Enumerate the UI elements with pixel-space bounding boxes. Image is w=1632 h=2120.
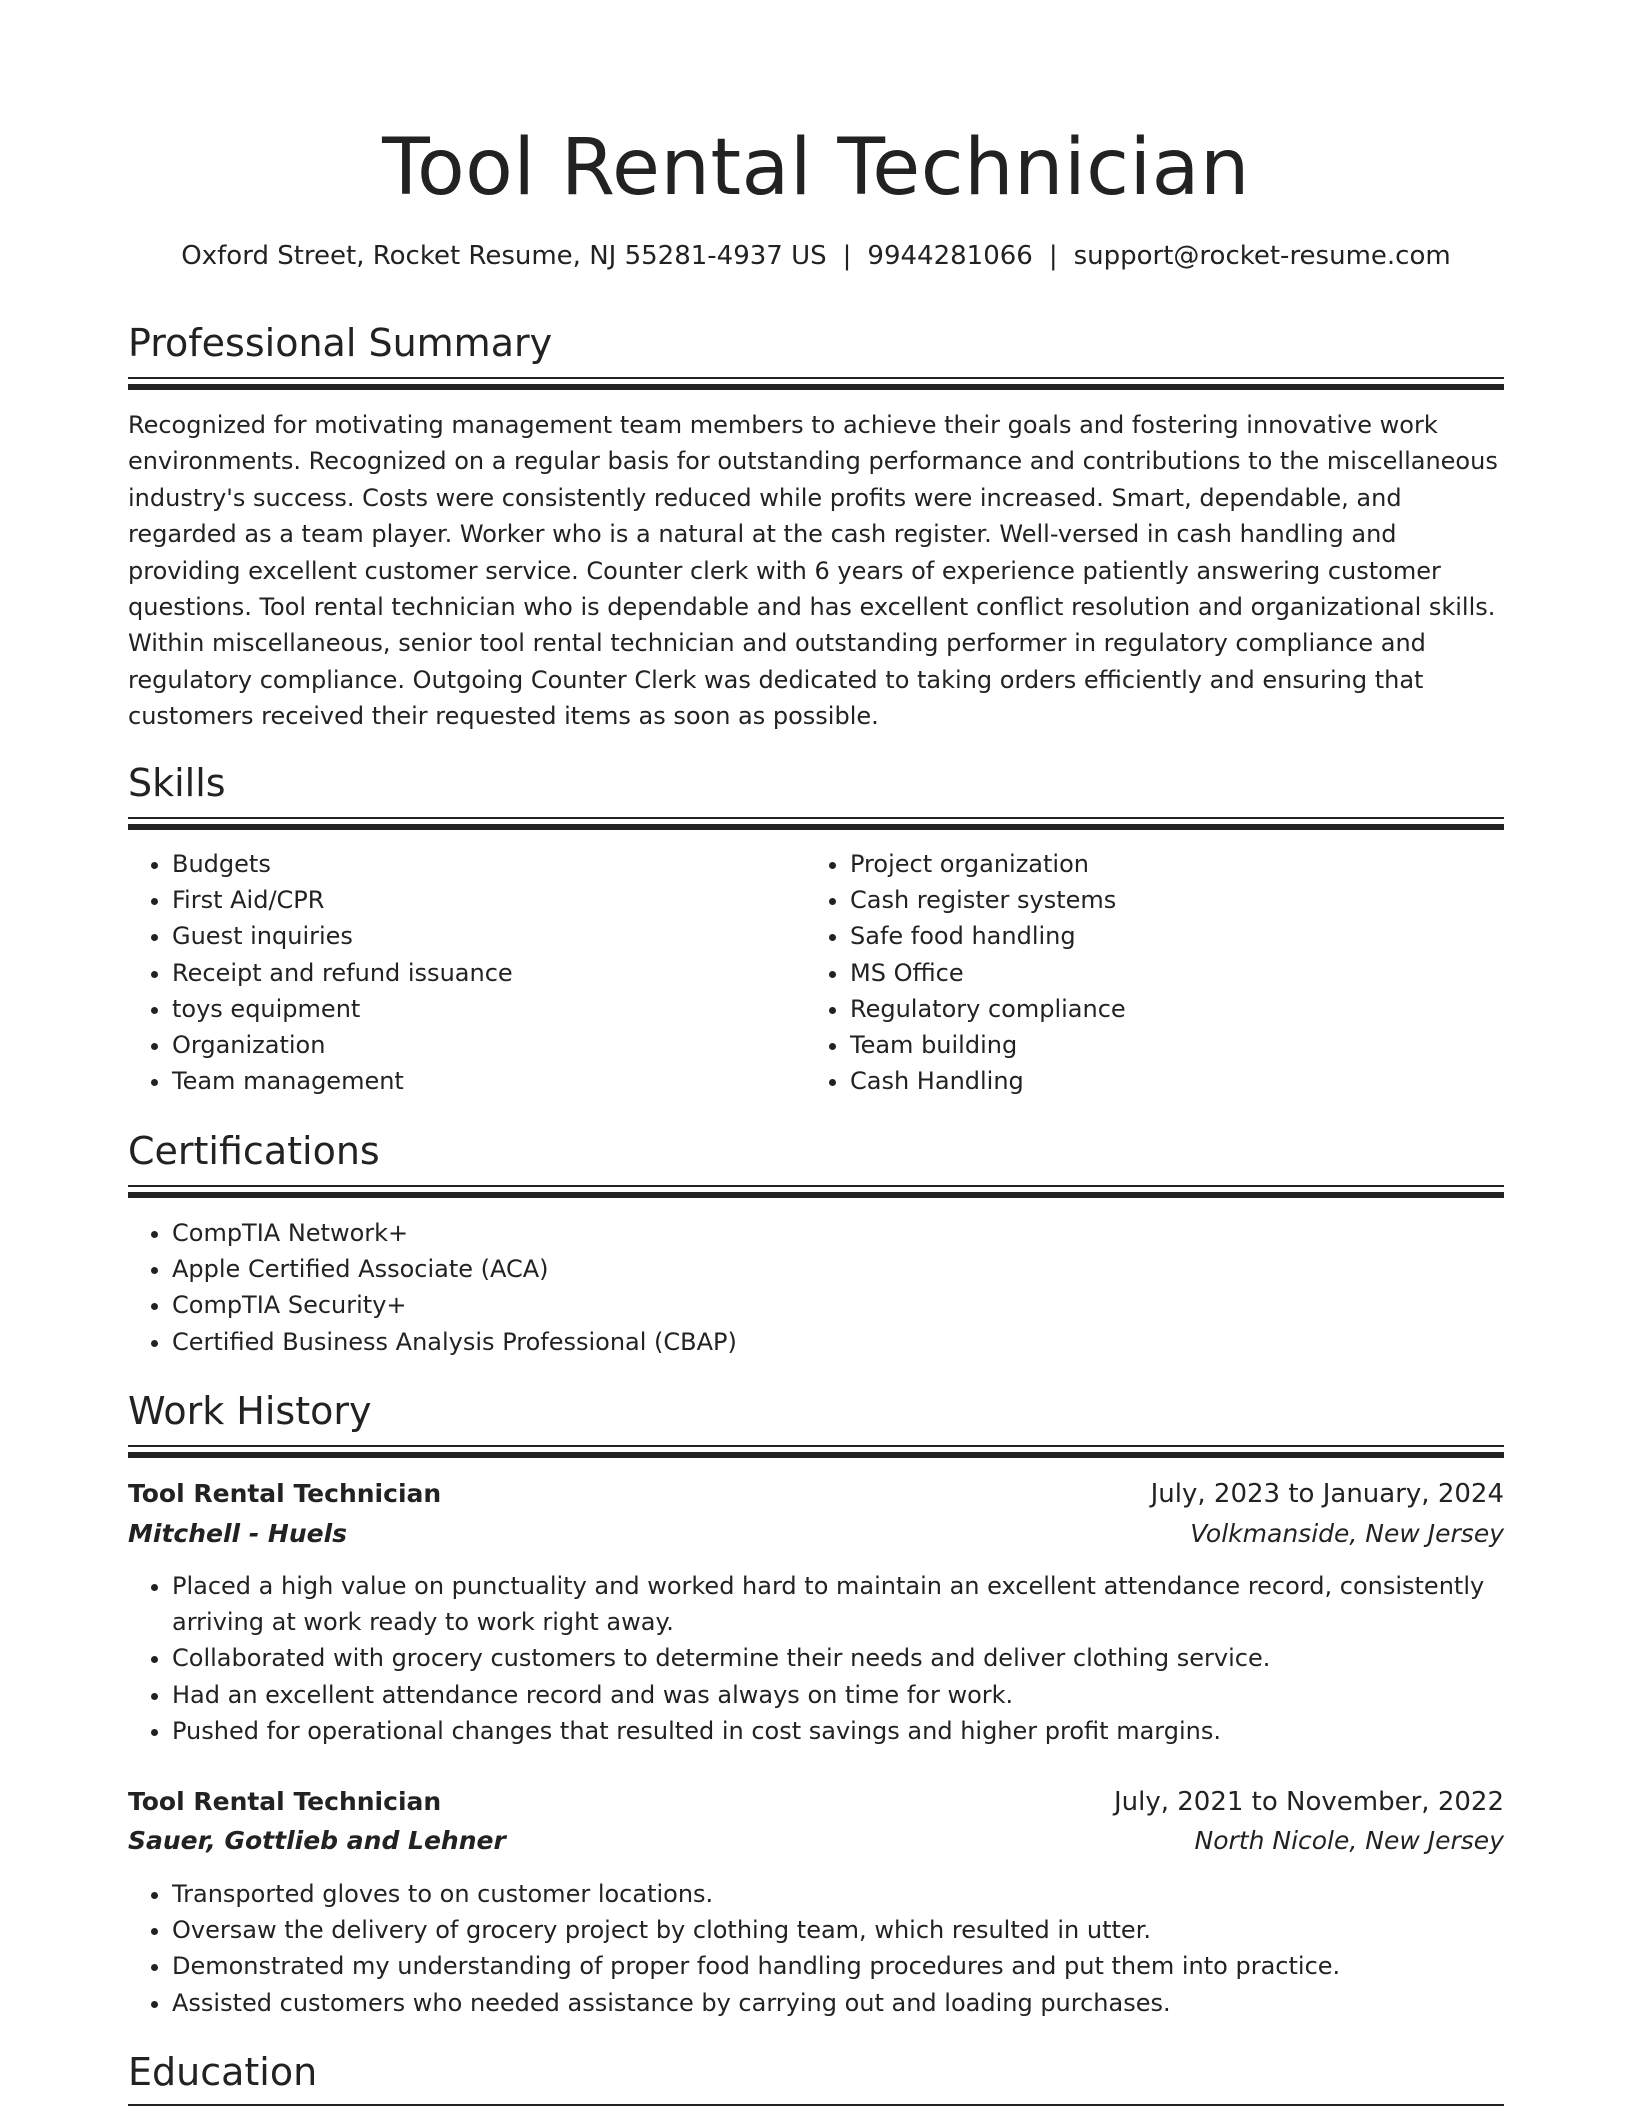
job-title: Tool Rental Technician: [128, 1787, 442, 1816]
skill-item: • Team management: [172, 1063, 812, 1099]
section-divider: [128, 817, 1504, 833]
skill-item: • MS Office: [850, 955, 1490, 991]
section-title-education: Education: [128, 2050, 318, 2094]
skill-item: • Regulatory compliance: [850, 991, 1490, 1027]
job-bullet: • Transported gloves to on customer locations.: [172, 1876, 1504, 1912]
skill-item: • Team building: [850, 1027, 1490, 1063]
contact-line: [128, 238, 1504, 274]
job-dates: July, 2023 to January, 2024: [1150, 1479, 1504, 1509]
section-title-summary: Professional Summary: [128, 321, 553, 365]
certification-item: • Certified Business Analysis Professional (CBAP): [172, 1324, 1472, 1360]
skills-list-left: [128, 846, 812, 1099]
candidate-name: Tool Rental Technician: [382, 123, 1250, 213]
job-bullet: • Oversaw the delivery of grocery project by clothing team, which resulted in utter.: [172, 1912, 1504, 1948]
job-subheader: [128, 1821, 1504, 1861]
job-title: Tool Rental Technician: [128, 1479, 442, 1508]
skill-item: • Receipt and refund issuance: [172, 955, 812, 991]
job-bullet: • Pushed for operational changes that resulted in cost savings and higher profit margins.: [172, 1713, 1504, 1749]
summary-text: Recognized for motivating management team members to achieve their goals and fostering innovative work environments. Recognized on a regular basis for outstanding performance and contributions to the miscellaneous industry's success. Costs were consistently reduced while profits were increased. Smart, dependable, and regarded as a team player. Worker who is a natural at the cash register. Well-versed in cash handling and providing excellent customer service. Counter clerk with 6 years of experience patiently answering customer questions. Tool rental technician who is dependable and has excellent conflict resolution and organizational skills. Within miscellaneous, senior tool rental technician and outstanding performer in regulatory compliance and regulatory compliance. Outgoing Counter Clerk was dedicated to taking orders efficiently and ensuring that customers received their requested items as soon as possible.: [128, 411, 1498, 731]
certification-item: • CompTIA Network+: [172, 1215, 1472, 1251]
section-divider: [128, 1185, 1504, 1201]
skills-list-right: [806, 846, 1490, 1099]
job-header: [128, 1474, 1504, 1514]
certification-item: • CompTIA Security+: [172, 1287, 1472, 1323]
job-bullet: • Assisted customers who needed assistance by carrying out and loading purchases.: [172, 1985, 1504, 2021]
skill-item: • Organization: [172, 1027, 812, 1063]
section-divider: [128, 2104, 1504, 2120]
skill-item: • Project organization: [850, 846, 1490, 882]
contact-address: Oxford Street, Rocket Resume, NJ 55281-4937 US: [181, 241, 827, 271]
job-bullets: [128, 1568, 1504, 1749]
skill-item: • Cash Handling: [850, 1063, 1490, 1099]
job-bullets: [128, 1876, 1504, 2021]
section-divider: [128, 377, 1504, 393]
skill-item: • Guest inquiries: [172, 918, 812, 954]
skill-item: • Safe food handling: [850, 918, 1490, 954]
section-title-skills: Skills: [128, 761, 226, 805]
job-subheader: [128, 1514, 1504, 1554]
skill-item: • toys equipment: [172, 991, 812, 1027]
contact-phone: 9944281066: [867, 241, 1033, 271]
skill-item: • Cash register systems: [850, 882, 1490, 918]
job-company: Sauer, Gottlieb and Lehner: [128, 1826, 506, 1855]
certifications-list: [128, 1215, 1472, 1360]
skill-item: • Budgets: [172, 846, 812, 882]
section-divider: [128, 1445, 1504, 1461]
job-bullet: • Collaborated with grocery customers to determine their needs and deliver clothing service.: [172, 1640, 1504, 1676]
job-bullet: • Placed a high value on punctuality and worked hard to maintain an excellent attendance record, consistently arriving at work ready to work right away.: [172, 1568, 1504, 1640]
certification-item: • Apple Certified Associate (ACA): [172, 1251, 1472, 1287]
skill-item: • First Aid/CPR: [172, 882, 812, 918]
job-bullet: • Demonstrated my understanding of proper food handling procedures and put them into practice.: [172, 1948, 1504, 1984]
contact-separator: |: [842, 241, 852, 271]
contact-separator: |: [1048, 241, 1058, 271]
contact-email[interactable]: support@rocket-resume.com: [1073, 241, 1451, 271]
job-location: Volkmanside, New Jersey: [1190, 1519, 1504, 1548]
job-location: North Nicole, New Jersey: [1194, 1826, 1504, 1855]
job-dates: July, 2021 to November, 2022: [1113, 1787, 1504, 1817]
section-title-certifications: Certifications: [128, 1129, 380, 1173]
job-bullet: • Had an excellent attendance record and was always on time for work.: [172, 1677, 1504, 1713]
section-title-work-history: Work History: [128, 1389, 372, 1433]
job-company: Mitchell - Huels: [128, 1519, 348, 1548]
job-header: [128, 1782, 1504, 1822]
